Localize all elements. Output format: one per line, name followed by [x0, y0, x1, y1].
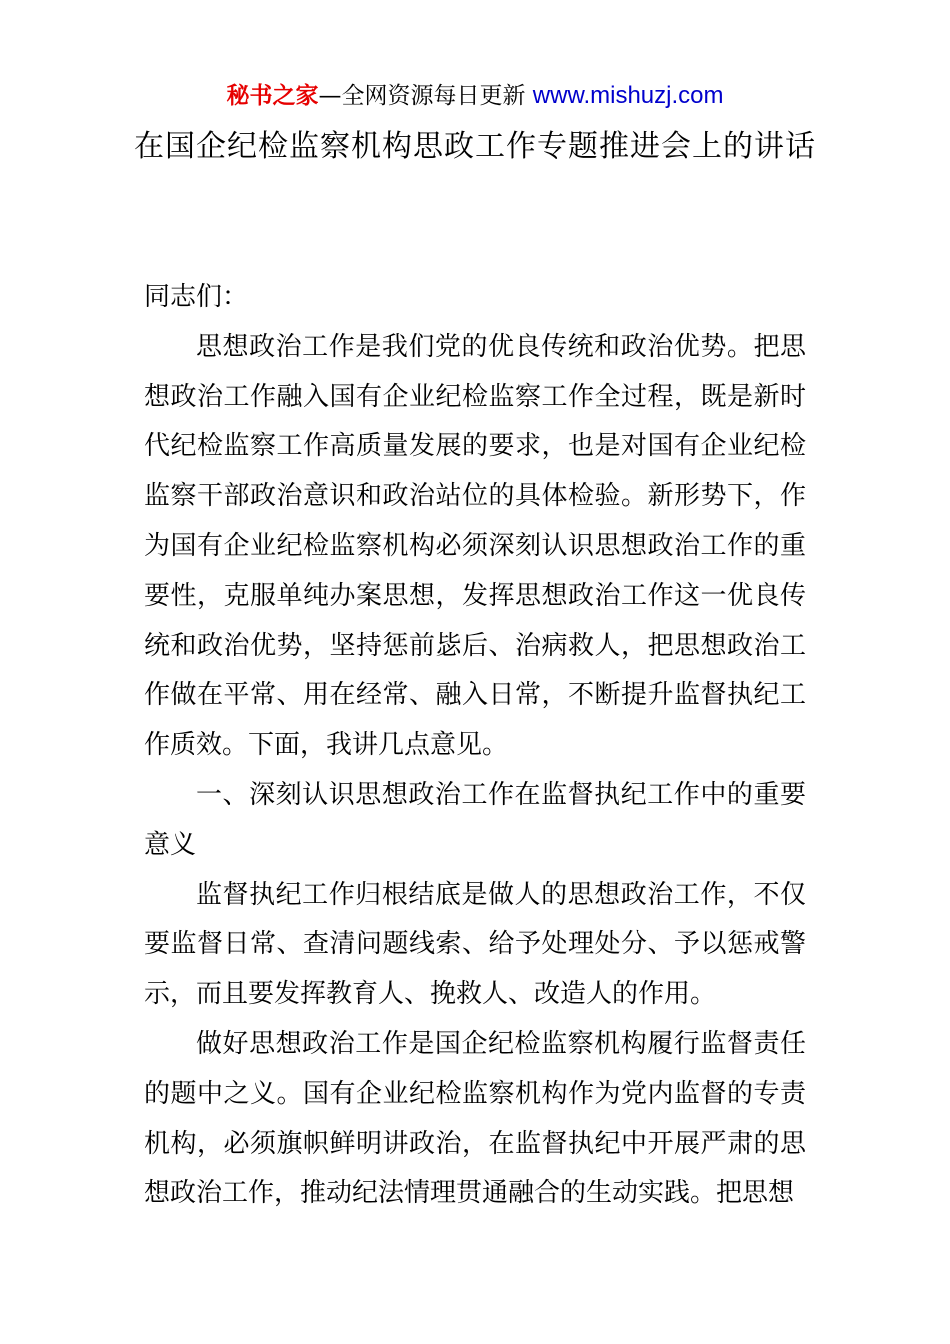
salutation: 同志们： — [144, 282, 249, 312]
site-header — [0, 80, 950, 112]
site-url-link[interactable]: www.mishuzj.com — [532, 82, 724, 109]
paragraph: 思想政治工作是我们党的优良传统和政治优势。把思想政治工作融入国有企业纪检监察工作全过程，既是新时代纪检监察工作高质量发展的要求，也是对国有企业纪检监察干部政治意识和政治站位的具体检验。新形势下，作为国有企业纪检监察机构必须深刻认识思想政治工作的重要性，克服单纯办案思想，发挥思想政治工作这一优良传统和政治优势，坚持惩前毖后、治病救人，把思想政治工作做在平常、用在经常、融入日常，不断提升监督执纪工作质效。下面，我讲几点意见。 — [144, 331, 806, 761]
paragraph: 做好思想政治工作是国企纪检监察机构履行监督责任的题中之义。国有企业纪检监察机构作为党内监督的专责机构，必须旗帜鲜明讲政治，在监督执纪中开展严肃的思想政治工作，推动纪法情理贯通融合的生动实践。把思想 — [144, 1028, 806, 1209]
brand-name: 秘书之家 — [226, 83, 319, 109]
header-tagline: —全网资源每日更新 — [318, 83, 533, 109]
paragraph: 监督执纪工作归根结底是做人的思想政治工作，不仅要监督日常、查清问题线索、给予处理处分、予以惩戒警示，而且要发挥教育人、挽救人、改造人的作用。 — [144, 879, 806, 1010]
document-title: 在国企纪检监察机构思政工作专题推进会上的讲话 — [134, 129, 816, 164]
document-body — [144, 273, 806, 1219]
section-heading: 一、深刻认识思想政治工作在监督执纪工作中的重要意义 — [144, 779, 806, 860]
